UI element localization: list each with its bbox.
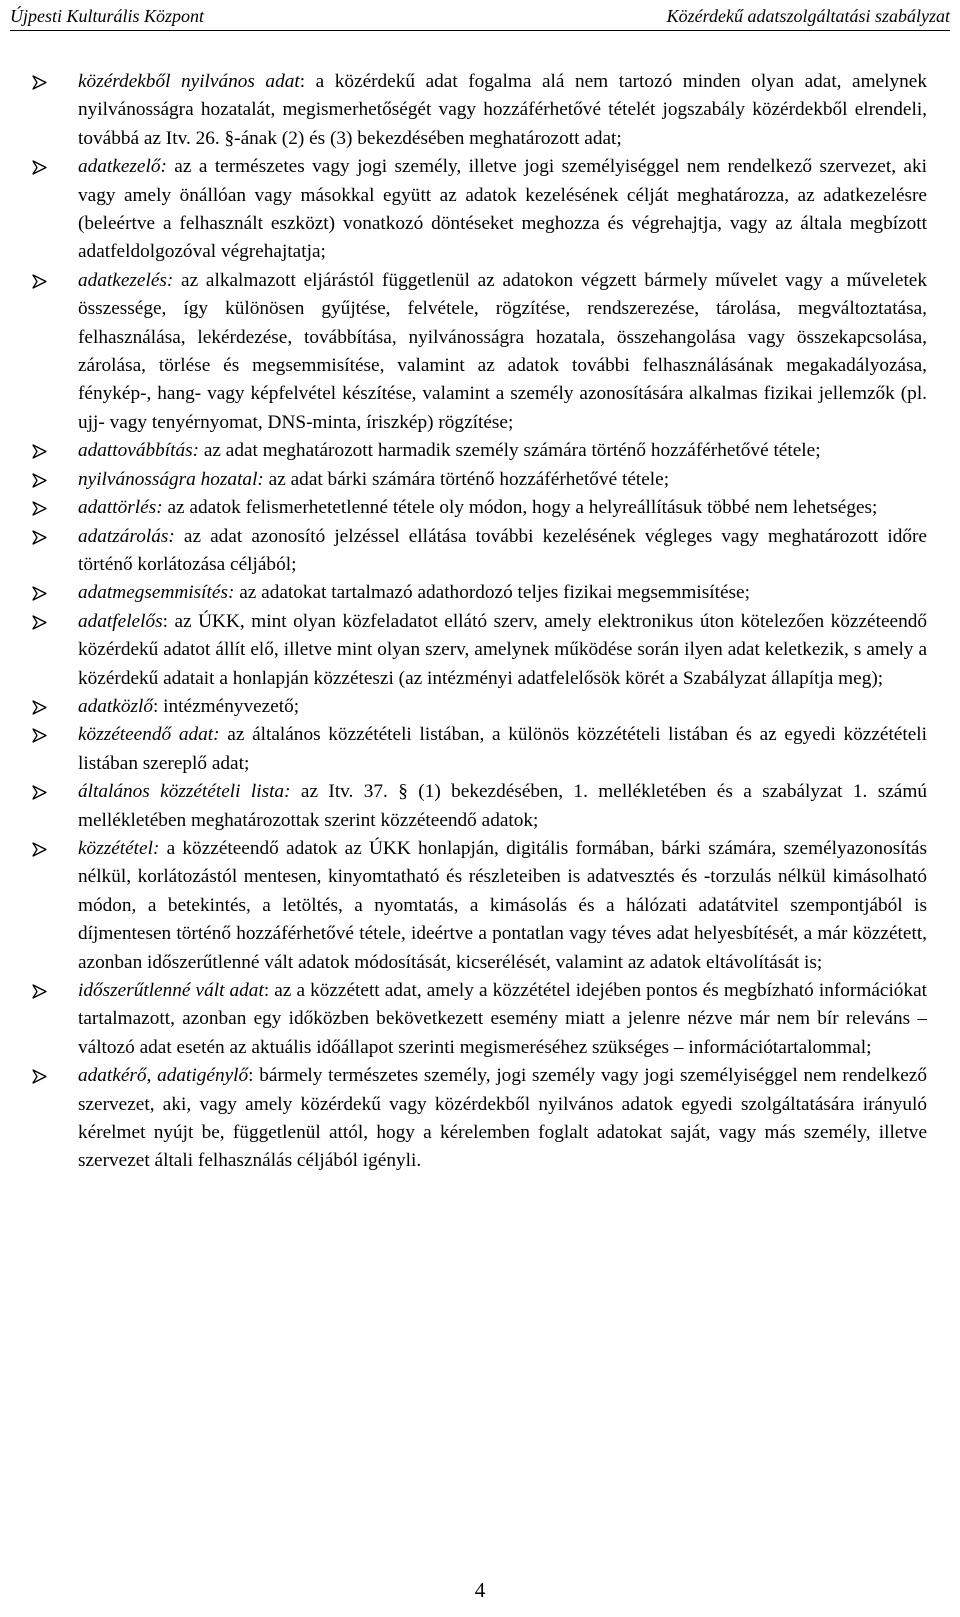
- definition-text: az adat bárki számára történő hozzáférhetővé tétele;: [263, 468, 670, 490]
- definition-text: a közzéteendő adatok az ÚKK honlapján, digitális formában, bárki számára, személyazonosítás nélkül, korlátozástól mentesen, kinyomtatható és részleteiben is adatvesztés és -torzulás nélkül kimásolható módon, a betekintés, a letöltés, a nyomtatás, a kimásolás és a hálózati adatátvitel szempontjából is díjmentesen történő hozzáférhetővé tétele, ideértve a pontatlan vagy téves adat helyesbítését, a már közzétett, azonban időszerűtlenné vált adatok módosítását, kicserélését, valamint az adatok eltávolítását is;: [78, 837, 927, 973]
- definition-item: [32, 579, 927, 607]
- definition-text: az adat azonosító jelzéssel ellátása további kezelésének végleges vagy meghatározott időre történő korlátozása céljából;: [78, 525, 927, 575]
- arrowhead-bullet-icon: [32, 274, 47, 289]
- definition-term: adattörlés:: [78, 497, 163, 519]
- definition-term: adatzárolás:: [78, 525, 175, 547]
- definition-item: [32, 977, 927, 1062]
- definitions-list: [32, 68, 927, 1176]
- arrowhead-bullet-icon: [32, 444, 47, 459]
- definition-item: [32, 437, 927, 465]
- definition-text: az alkalmazott eljárástól függetlenül az adatokon végzett bármely művelet vagy a műveletek összessége, így különösen gyűjtése, felvétele, rögzítése, rendszerezése, tárolása, megváltoztatása, felhasználása, lekérdezése, továbbítása, nyilvánosságra hozatala, összehangolása vagy összekapcsolása, zárolása, törlése és megsemmisítése, valamint az adatok további felhasználásának megakadályozása, fénykép-, hang- vagy képfelvétel készítése, valamint a személy azonosítására alkalmas fizikai jellemzők (pl. ujj- vagy tenyérnyomat, DNS-minta, íriszkép) rögzítése;: [78, 269, 927, 433]
- page-number: 4: [474, 1578, 486, 1602]
- arrowhead-bullet-icon: [32, 75, 47, 90]
- definition-term: közérdekből nyilvános adat: [78, 71, 300, 92]
- arrowhead-bullet-icon: [32, 728, 47, 743]
- definition-term: adatkezelés:: [78, 269, 174, 291]
- definition-term: időszerűtlenné vált adat: [78, 980, 264, 1001]
- definition-text: az általános közzétételi listában, a különös közzétételi listában és az egyedi közzétételi listában szereplő adat;: [78, 724, 927, 774]
- definition-term: adatfelelős: [78, 610, 163, 632]
- header-organization: Újpesti Kulturális Központ: [10, 6, 205, 26]
- definition-term: adatközlő: [78, 695, 153, 717]
- definition-item: [32, 778, 927, 835]
- definition-text: : intézményvezető;: [152, 695, 300, 717]
- definition-term: adatkérő, adatigénylő: [78, 1065, 249, 1087]
- arrowhead-bullet-icon: [32, 160, 47, 175]
- arrowhead-bullet-icon: [32, 586, 47, 601]
- definition-text: : a közérdekű adat fogalma alá nem tartozó minden olyan adat, amelynek nyilvánosságra hozatalát, megismerhetőségét vagy hozzáférhetővé tételét jogszabály közérdekből elrendeli, továbbá az Itv. 26. §-ának (2) és (3) bekezdésében meghatározott adat;: [78, 71, 927, 149]
- arrowhead-bullet-icon: [32, 842, 47, 857]
- arrowhead-bullet-icon: [32, 501, 47, 516]
- definition-text: : az ÚKK, mint olyan közfeladatot ellátó szerv, amely elektronikus úton kötelezően közzéteendő közérdekű adatot állít elő, illetve mint olyan szerv, amelynek működése során ilyen adat keletkezik, s amely a közérdekű adatait a honlapján közzéteszi (az intézményi adatfelelősök körét a Szabályzat állapítja meg);: [78, 610, 927, 689]
- definition-text: : az a közzétett adat, amely a közzététel idejében pontos és megbízható információkat tartalmazott, azonban egy időközben bekövetkezett esemény miatt a jelenre nézve már nem bír releváns – változó adat esetén az aktuális időállapot szerinti megismeréséhez szükséges – információtartalommal;: [78, 980, 927, 1058]
- definition-term: adattovábbítás:: [78, 440, 200, 462]
- definition-term: adatmegsemmisítés:: [78, 582, 235, 604]
- definition-item: [32, 608, 927, 693]
- definition-text: az adat meghatározott harmadik személy számára történő hozzáférhetővé tétele;: [199, 440, 821, 462]
- page-header: [10, 4, 950, 31]
- arrowhead-bullet-icon: [32, 530, 47, 545]
- arrowhead-bullet-icon: [32, 785, 47, 800]
- definition-text: az adatokat tartalmazó adathordozó teljes fizikai megsemmisítése;: [234, 582, 750, 604]
- definition-item: [32, 153, 927, 267]
- arrowhead-bullet-icon: [32, 700, 47, 715]
- definition-item: [32, 494, 927, 522]
- definition-term: általános közzétételi lista:: [78, 781, 291, 803]
- definition-term: adatkezelő:: [78, 156, 167, 178]
- definition-text: az Itv. 37. § (1) bekezdésében, 1. mellékletében és a szabályzat 1. számú mellékletében meghatározottak szerint közzéteendő adatok;: [78, 781, 927, 831]
- definition-item: [32, 68, 927, 153]
- arrowhead-bullet-icon: [32, 615, 47, 630]
- arrowhead-bullet-icon: [32, 1069, 47, 1084]
- definition-term: közzéteendő adat:: [78, 724, 220, 746]
- definition-item: [32, 1062, 927, 1176]
- definition-term: közzététel:: [78, 837, 160, 859]
- definition-text: az a természetes vagy jogi személy, illetve jogi személyiséggel nem rendelkező szervezet, aki vagy amely önállóan vagy másokkal együtt az adatok kezelésének célját meghatározza, az adatkezelésre (beleértve a felhasznált eszközt) vonatkozó döntéseket meghozza és végrehajtja, vagy az általa megbízott adatfeldolgozóval végrehajtatja;: [78, 156, 927, 263]
- definition-item: [32, 835, 927, 977]
- definition-item: [32, 721, 927, 778]
- arrowhead-bullet-icon: [32, 984, 47, 999]
- header-document-title: Közérdekű adatszolgáltatási szabályzat: [666, 6, 950, 26]
- definition-item: [32, 466, 927, 494]
- definition-item: [32, 267, 927, 437]
- arrowhead-bullet-icon: [32, 473, 47, 488]
- definition-item: [32, 693, 927, 721]
- definition-item: [32, 523, 927, 580]
- definition-term: nyilvánosságra hozatal:: [78, 468, 264, 490]
- definition-text: : bármely természetes személy, jogi személy vagy jogi személyiséggel nem rendelkező szervezet, aki, vagy amely közérdekű vagy közérdekből nyilvános adatok egyedi szolgáltatására irányuló kérelmet nyújt be, függetlenül attól, hogy a kérelemben foglalt adatokat saját, vagy más személy, illetve szervezet általi felhasználás céljából igényli.: [78, 1065, 927, 1172]
- definition-text: az adatok felismerhetetlenné tétele oly módon, hogy a helyreállításuk többé nem lehetséges;: [162, 497, 878, 519]
